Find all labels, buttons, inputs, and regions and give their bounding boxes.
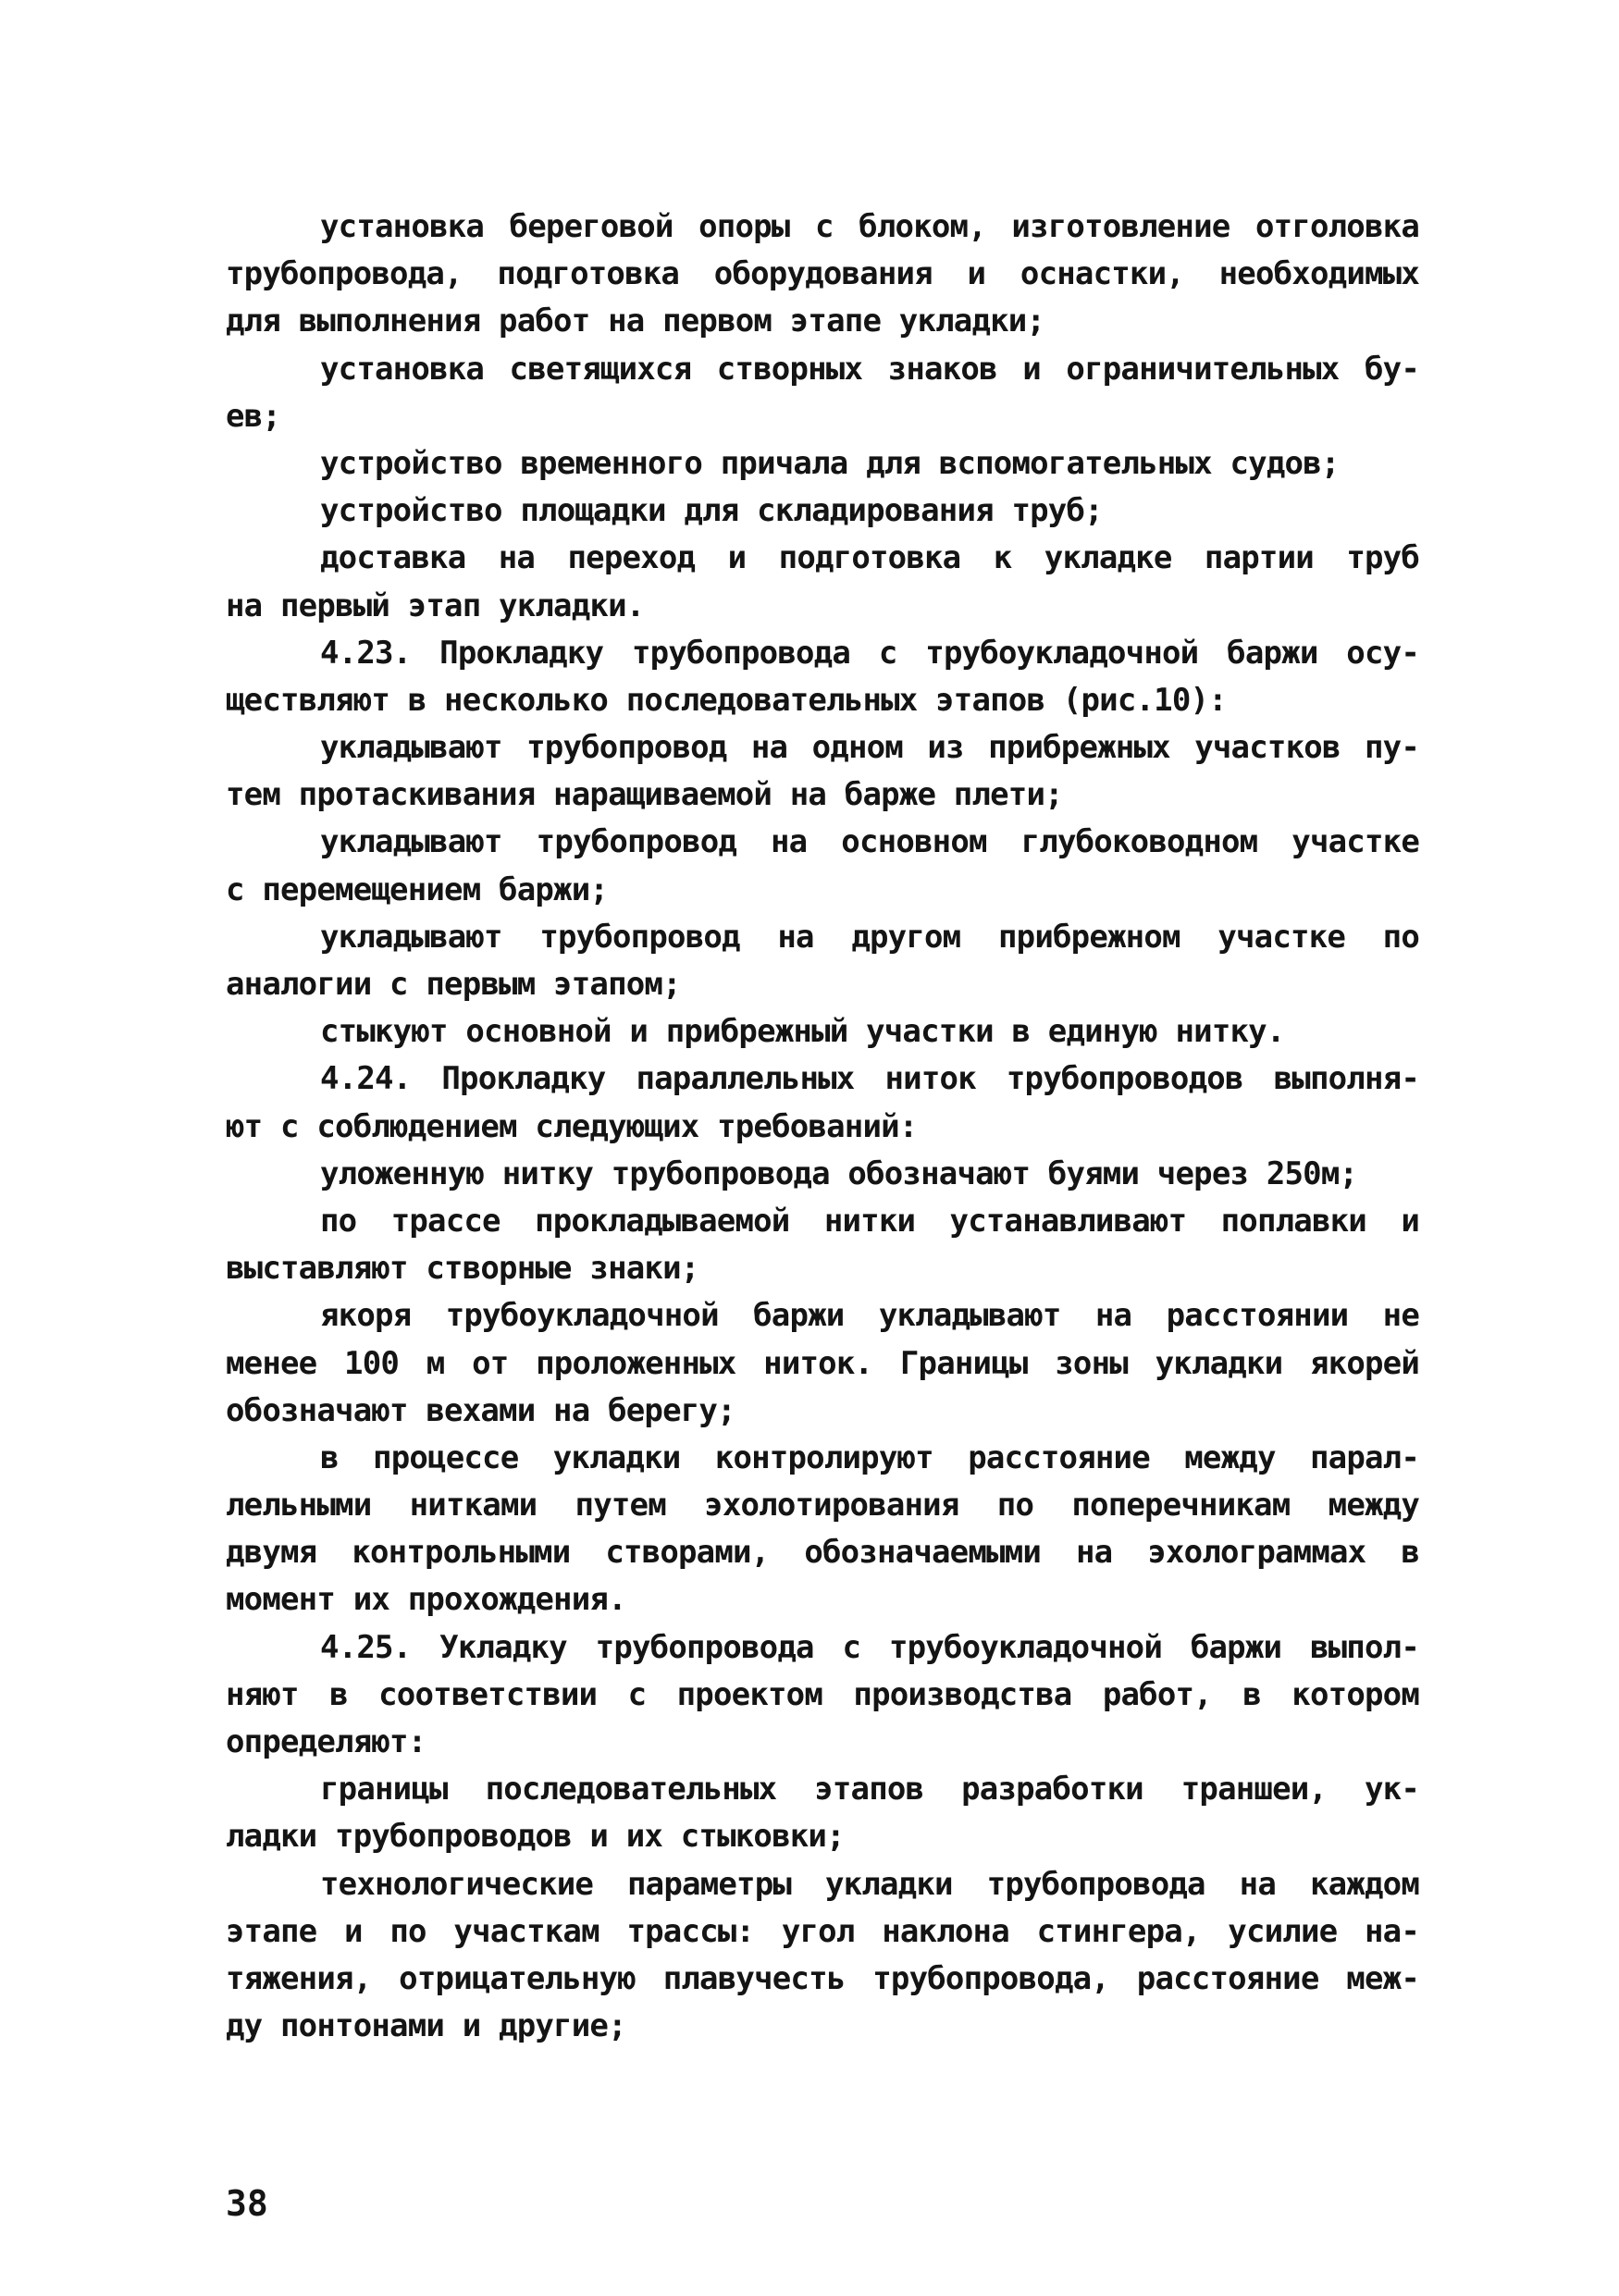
text-line: определяют:	[226, 1723, 426, 1760]
text-line: установка светящихся створных знаков и ограничительных бу-	[320, 350, 1419, 388]
text-line: тем протаскивания наращиваемой на барже плети;	[226, 776, 1063, 814]
text-line: устройство временного причала для вспомогательных судов;	[320, 444, 1340, 482]
text-line: менее 100 м от проложенных ниток. Границы зоны укладки якорей	[226, 1344, 1419, 1382]
text-line: аналогии с первым этапом;	[226, 966, 681, 1003]
text-line: ществляют в несколько последовательных этапов (рис.10):	[226, 681, 1227, 719]
text-line: укладывают трубопровод на основном глубоководном участке	[320, 823, 1419, 861]
text-line: ев;	[226, 397, 281, 435]
text-line: тяжения, отрицательную плавучесть трубопровода, расстояние меж-	[226, 1959, 1419, 1997]
text-line: 4.23. Прокладку трубопровода с трубоукладочной баржи осу-	[320, 634, 1419, 672]
text-line: обозначают вехами на берегу;	[226, 1391, 735, 1429]
text-line: технологические параметры укладки трубопровода на каждом	[320, 1865, 1419, 1903]
text-line: двумя контрольными створами, обозначаемыми на эхолограммах в	[226, 1534, 1419, 1572]
body-text	[226, 204, 1419, 2050]
text-line: ладки трубопроводов и их стыковки;	[226, 1818, 845, 1856]
text-line: в процессе укладки контролируют расстояние между парал-	[320, 1438, 1419, 1476]
text-line: устройство площадки для складирования труб;	[320, 492, 1103, 530]
text-line: якоря трубоукладочной баржи укладывают на расстоянии не	[320, 1297, 1419, 1335]
text-line: границы последовательных этапов разработки траншеи, ук-	[320, 1771, 1419, 1808]
text-line: установка береговой опоры с блоком, изготовление отголовка	[320, 208, 1419, 245]
text-line: этапе и по участкам трассы: угол наклона стингера, усилие на-	[226, 1912, 1419, 1950]
text-line: уложенную нитку трубопровода обозначают буями через 250м;	[320, 1154, 1358, 1192]
text-line: 4.25. Укладку трубопровода с трубоукладочной баржи выпол-	[320, 1628, 1419, 1666]
text-line: стыкуют основной и прибрежный участки в единую нитку.	[320, 1013, 1285, 1051]
text-line: трубопровода, подготовка оборудования и оснастки, необходимых	[226, 255, 1419, 293]
text-line: момент их прохождения.	[226, 1581, 626, 1619]
text-line: ют с соблюдением следующих требований:	[226, 1107, 918, 1145]
text-line: укладывают трубопровод на другом прибрежном участке по	[320, 918, 1419, 956]
text-line: 4.24. Прокладку параллельных ниток трубопроводов выполня-	[320, 1060, 1419, 1098]
text-line: няют в соответствии с проектом производства работ, в котором	[226, 1675, 1419, 1713]
text-line: укладывают трубопровод на одном из прибрежных участков пу-	[320, 729, 1419, 767]
text-line: лельными нитками путем эхолотирования по поперечникам между	[226, 1487, 1419, 1524]
page-number: 38	[226, 2183, 268, 2224]
text-line: ду понтонами и другие;	[226, 2007, 626, 2045]
text-line: для выполнения работ на первом этапе укладки;	[226, 302, 1045, 340]
text-line: на первый этап укладки.	[226, 586, 645, 624]
text-line: выставляют створные знаки;	[226, 1250, 699, 1288]
text-line: по трассе прокладываемой нитки устанавливают поплавки и	[320, 1202, 1419, 1240]
text-line: с перемещением баржи;	[226, 870, 609, 908]
text-line: доставка на переход и подготовка к укладке партии труб	[320, 539, 1419, 577]
